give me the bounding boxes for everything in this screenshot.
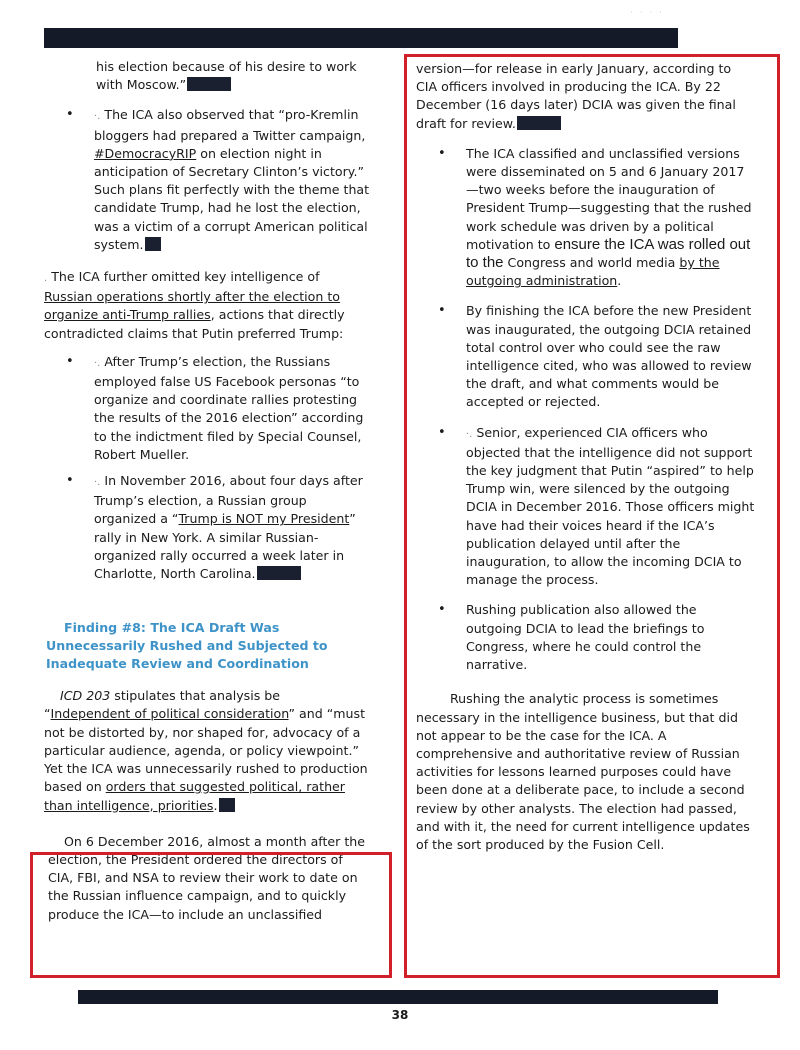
list-item: • Rushing publication also allowed the outgoing DCIA to lead the briefings to Congress, where he could control the narrative.: [438, 602, 705, 673]
bullet-icon: •: [438, 145, 446, 161]
classification-mark: ·.: [466, 428, 473, 440]
list-item: • ·. Senior, experienced CIA officers who objected that the intelligence did not support the key judgment that Putin “aspired” to help Trump win, were silenced by the outgoing DCIA in December 2016. Those officers might have had their voices heard if the ICA’s publication delayed until after the inauguration, to allow the incoming DCIA to manage the process.: [438, 424, 755, 588]
bullet-icon: •: [66, 473, 74, 489]
scan-noise: · · · ·: [630, 8, 665, 18]
left-bullet-list-1: [44, 106, 370, 254]
bottom-redaction-bar: [78, 990, 718, 1004]
bullet-icon: •: [66, 353, 74, 369]
bullet-icon: •: [66, 107, 74, 123]
redaction-block: [145, 237, 161, 251]
right-continuation: version—for release in early January, according to CIA officers involved in producing the ICA. By 22 December (16 days later) DCIA was given the final draft for review.: [416, 61, 736, 131]
right-paragraph-conclusion: Rushing the analytic process is sometimes necessary in the intelligence business, but that did not appear to be the case for the ICA. A comprehensive and authoritative review of Russian activities for lessons learned purposes could have been done at a deliberate pace, to include a second review by other analysts. The election had passed, and with it, the need for current intelligence updates of the sort produced by the Fusion Cell.: [416, 691, 750, 852]
finding-heading: Finding #8: The ICA Draft Was Unnecessarily Rushed and Subjected to Inadequate Review and Coordination: [46, 620, 328, 672]
left-paragraph-rallies: . The ICA further omitted key intelligence of Russian operations shortly after the election to organize anti-Trump rallies, actions that directly contradicted claims that Putin preferred Trump:: [44, 269, 345, 341]
redaction-block: [187, 77, 231, 91]
list-item: • ·. After Trump’s election, the Russians employed false US Facebook personas “to organize and coordinate rallies protesting the results of the 2016 election” according to the indictment filed by Special Counsel, Robert Mueller.: [66, 353, 364, 462]
redaction-block: [257, 566, 301, 580]
bullet-icon: •: [438, 303, 446, 319]
highlight-box-left: [30, 852, 392, 978]
left-bullet-list-2: [44, 353, 370, 583]
classification-mark: ·.: [94, 357, 101, 369]
bullet-icon: •: [438, 602, 446, 618]
bullet-icon: •: [438, 424, 446, 440]
left-column: [44, 58, 370, 924]
list-item: • ·. In November 2016, about four days after Trump’s election, a Russian group organized a “Trump is NOT my President” rally in New York. A similar Russian-organized rally occurred a week later in Charlotte, North Carolina.: [66, 473, 363, 582]
list-item: • ·. The ICA also observed that “pro-Kremlin bloggers had prepared a Twitter campaign, #DemocracyRIP on election night in anticipation of Secretary Clinton’s victory.” Such plans fit perfectly with the theme that candidate Trump, had he lost the election, was a victim of a corrupt American political system.: [66, 107, 370, 252]
highlight-box-right: [404, 54, 780, 978]
list-item: • By finishing the ICA before the new President was inaugurated, the outgoing DCIA retained total control over who could see the raw intelligence cited, who was allowed to review the draft, and what comments would be accepted or rejected.: [438, 303, 752, 410]
redaction-block: [219, 798, 235, 812]
left-paragraph-december: On 6 December 2016, almost a month after the election, the President ordered the directors of CIA, FBI, and NSA to review their work to date on the Russian influence campaign, and to quickly produce the ICA—to include an unclassified: [48, 833, 366, 922]
top-redaction-bar: [44, 28, 678, 48]
left-continuation-text: his election because of his desire to work with Moscow.”: [96, 59, 357, 93]
classification-mark: ·.: [94, 111, 101, 123]
list-item: • The ICA classified and unclassified versions were disseminated on 5 and 6 January 2017—two weeks before the inauguration of President Trump—suggesting that the rushed work schedule was driven by a political motivation to ensure the ICA was rolled out to the Congress and world media by the outgoing administration.: [438, 145, 752, 289]
classification-mark: ·.: [94, 477, 101, 489]
left-paragraph-icd203: ICD 203 stipulates that analysis be “Independent of political consideration” and “must not be distorted by, nor shaped for, advocacy of a particular audience, agenda, or policy viewpoint.” Yet the ICA was unnecessarily rushed to production based on orders that suggested political, rather than intelligence, priorities.: [44, 688, 368, 813]
left-continuation: [44, 58, 370, 94]
page-number: 38: [391, 1008, 409, 1022]
